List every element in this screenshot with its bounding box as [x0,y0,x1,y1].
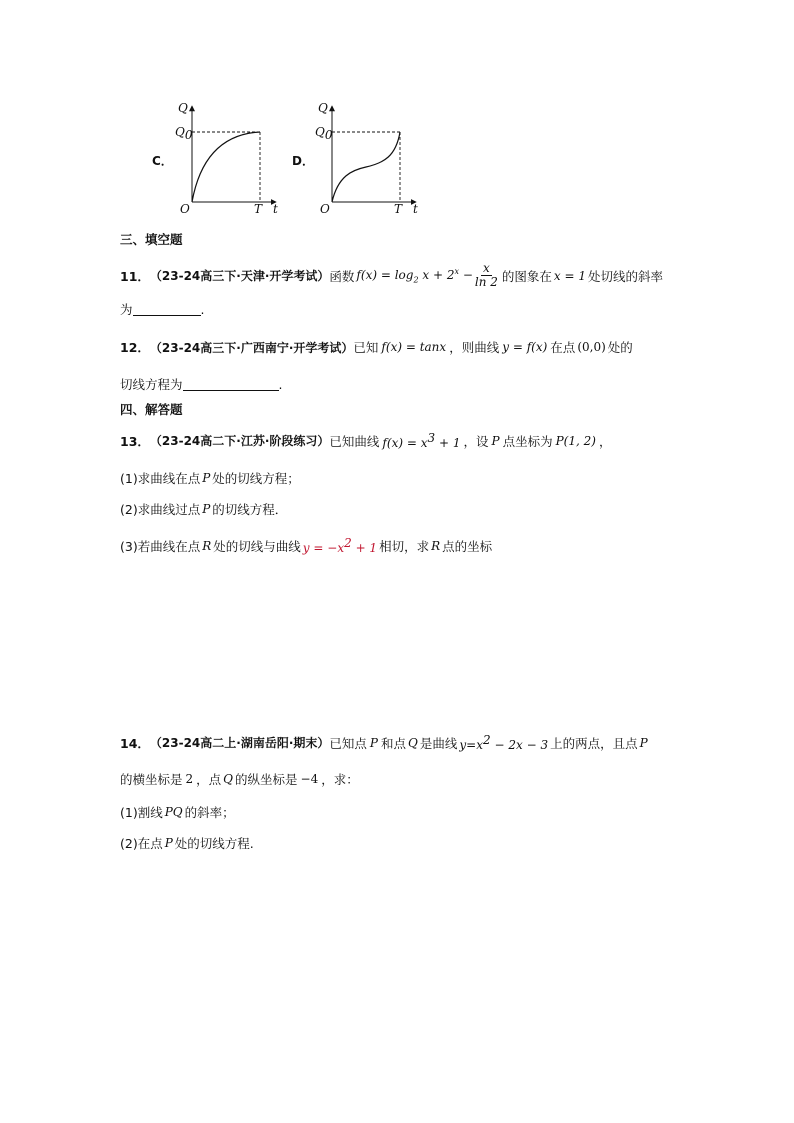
graph-c-t-label: t [273,202,278,216]
question-12-line2 [120,375,283,393]
graph-c-q0-label: Q0 [175,125,193,142]
q14-pq: PQ [164,805,183,819]
q13-part3-a: (3)若曲线在点 [120,538,201,554]
graph-d-q0-label: Q0 [315,125,333,142]
graph-c-curve [192,132,260,202]
q11-text-b: 的图象在 [501,268,552,284]
q13-part1-a: (1)求曲线在点 [120,471,201,486]
q13-part2-p: P [202,502,211,516]
q13-part3-d: 点的坐标 [442,538,493,554]
q13-part3-b: 处的切线与曲线 [213,538,301,554]
question-12-line1 [120,338,633,356]
question-11-line1 [120,262,663,289]
q12-source: （23-24高三下·广西南宁·开学考试） [149,340,354,355]
q12-text-a: 已知 [353,340,379,355]
q14-part2-a: (2)在点 [120,836,163,851]
q13-part1-b: 处的切线方程； [212,471,300,486]
q14-curve: $y=x^2 - 2x - 3$ [459,733,549,752]
q13-part1-p: P [202,471,211,485]
q12-curve: y = f(x) [502,340,548,354]
q14-part2 [120,834,254,852]
q11-number: 11． [120,268,150,284]
q14-text-a: 已知点 [329,735,367,751]
q14-text-d: 上的两点，且点 [550,735,638,751]
q13-text-b: ，设 [463,433,489,449]
q12-text-b: ，则曲线 [449,340,500,355]
q13-part3 [120,536,492,555]
q13-part3-r: R [202,538,212,553]
graph-c-T-label: T [254,202,263,216]
q13-number: 13． [120,433,150,449]
q13-part3-curve: $y = -x^2 + 1$ [302,536,378,555]
q13-text-c: 点坐标为 [502,433,553,449]
q14-two: 2 [185,772,194,786]
graph-c-q-label: Q [178,101,188,115]
q14-part2-b: 处的切线方程. [174,836,254,851]
q14-source: （23-24高二上·湖南岳阳·期末） [149,736,330,750]
q13-part1 [120,469,300,487]
q14-part1-b: 的斜率； [184,805,235,820]
q11-text-c: 处切线的斜率 [588,268,664,284]
q14-number: 14． [120,735,150,751]
graph-d-T-label: T [394,202,403,216]
q13-part3-c: 相切，求 [379,538,430,554]
q14-part2-p: P [164,836,173,850]
q12-formula: f(x) = tanx [381,340,447,354]
q14-text-f: ，点 [196,772,222,787]
q12-text-e: 切线方程为 [120,377,183,392]
question-13-line1 [120,431,611,450]
graph-d-t-label: t [413,202,418,216]
q13-text-a: 已知曲线 [329,433,380,449]
q11-x-eq-1: x = 1 [553,268,587,283]
q13-part2-b: 的切线方程． [212,502,288,517]
q14-text-e: 的横坐标是 [120,772,183,787]
q14-part1 [120,803,235,821]
q12-point: (0,0) [577,340,606,354]
question-14-line2 [120,770,359,788]
q13-part3-r2: R [431,538,441,553]
q14-q2: Q [223,772,234,786]
graph-c [172,98,292,216]
graph-d-q-label: Q [318,101,328,115]
q14-neg4: −4 [300,772,319,786]
section-solve-title: 四、解答题 [120,402,183,417]
graph-c-origin-label: O [180,202,190,216]
q12-answer-blank[interactable] [183,378,279,391]
q11-text-e: . [200,301,205,317]
graph-d [312,98,432,216]
q13-source: （23-24高二下·江苏·阶段练习） [149,434,330,448]
question-11-line2 [120,300,205,318]
q11-source: （23-24高三下·天津·开学考试） [149,269,330,283]
graph-d-origin-label: O [320,202,330,216]
q11-text-d: 为 [120,302,133,317]
q13-part2 [120,500,287,518]
q11-formula: $f(x) = \log_2 x + 2^x$ − $\frac{x}{\ln 2}$ [356,261,498,289]
section-fill-in-title: 三、填空题 [120,232,183,247]
q13-p: P [491,433,500,448]
q14-q: Q [408,735,418,750]
q14-p: P [369,735,378,750]
q11-answer-blank[interactable] [133,303,201,316]
option-c-label: C． [152,154,173,168]
graph-d-curve [332,132,400,202]
q12-text-d: 处的 [607,340,633,355]
option-d-label: D． [292,154,314,168]
q14-part1-a: (1)割线 [120,805,163,820]
question-14-line1 [120,733,650,752]
q13-text-d: ， [598,433,612,449]
q13-point: P(1, 2) [555,433,596,448]
q14-text-b: 和点 [381,735,407,751]
q14-text-h: ，求： [321,772,359,787]
q14-text-g: 的纵坐标是 [235,772,298,787]
q12-text-f: . [278,376,283,392]
q14-text-c: 是曲线 [419,735,458,751]
q12-text-c: 在点 [550,340,576,355]
q12-number: 12． [120,340,150,355]
q13-part2-a: (2)求曲线过点 [120,502,201,517]
q13-formula: $f(x) = x^3 + 1$ [382,431,461,450]
q11-text-a: 函数 [329,268,355,284]
q14-p2: P [639,735,648,750]
